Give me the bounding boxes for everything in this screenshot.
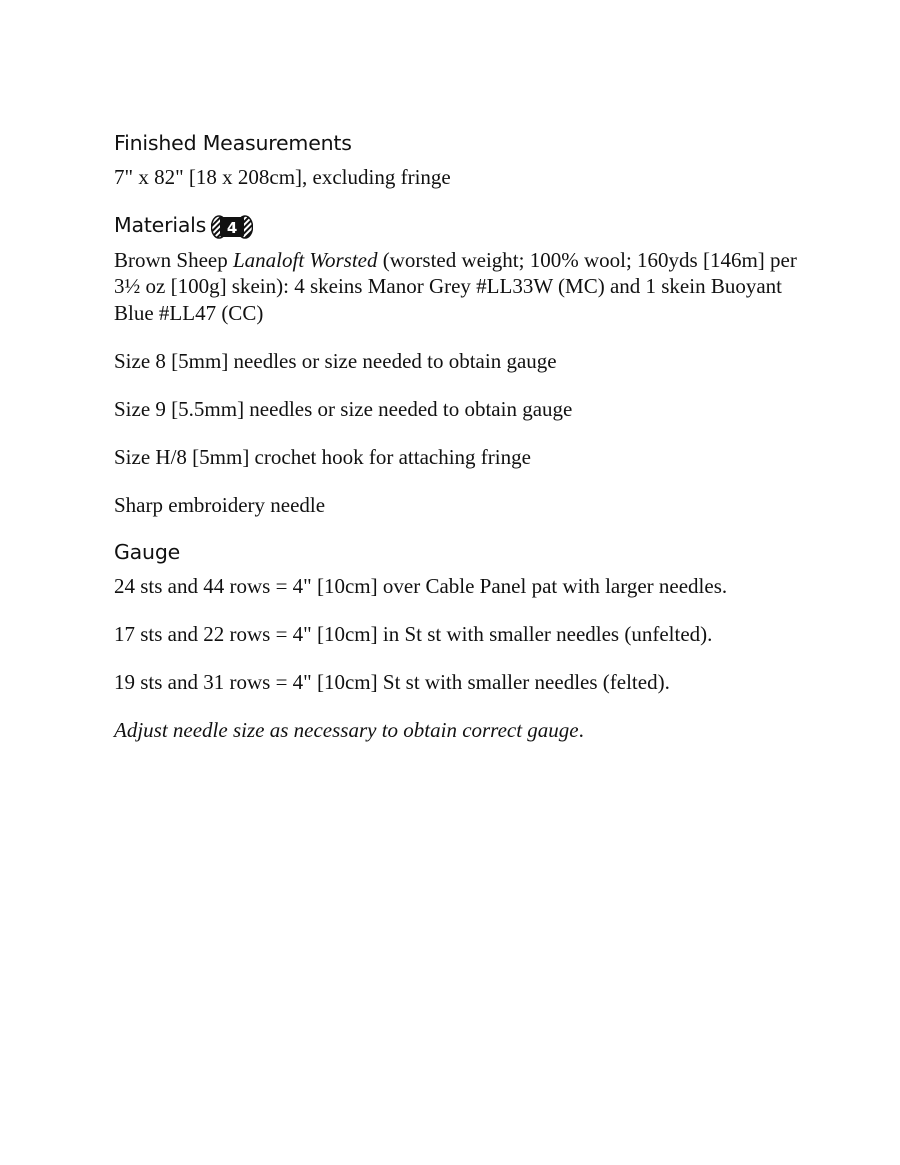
pattern-content xyxy=(114,128,814,744)
gauge-item: 24 sts and 44 rows = 4" [10cm] over Cable Panel pat with larger needles. xyxy=(114,574,728,598)
finished-measurements-text: 7" x 82" [18 x 208cm], excluding fringe xyxy=(114,165,451,189)
yarn-name: Lanaloft Worsted xyxy=(233,247,378,272)
gauge-heading: Gauge xyxy=(114,540,181,564)
finished-measurements-heading: Finished Measurements xyxy=(114,131,352,155)
materials-item: Size H/8 [5mm] crochet hook for attaching fringe xyxy=(114,444,531,469)
gauge-note-period: . xyxy=(578,718,584,742)
yarn-brand: Brown Sheep xyxy=(114,247,233,272)
gauge-note xyxy=(114,717,814,744)
gauge-item: 17 sts and 22 rows = 4" [10cm] in St st with smaller needles (unfelted). xyxy=(114,622,713,646)
materials-heading xyxy=(114,210,814,240)
yarn-weight-icon xyxy=(211,214,253,240)
materials-item: Size 9 [5.5mm] needles or size needed to obtain gauge xyxy=(114,396,573,421)
yarn-details: (worsted weight; 100% wool; 160yds [146m] per 3½ oz [100g] skein): 4 skeins Manor Grey #LL33W (MC) and 1 skein Buoyant Blue #LL47 (CC) xyxy=(114,247,797,325)
yarn-weight-number: 4 xyxy=(227,218,238,237)
gauge-note-text: Adjust needle size as necessary to obtain correct gauge xyxy=(114,718,579,742)
materials-item: Size 8 [5mm] needles or size needed to obtain gauge xyxy=(114,348,557,373)
gauge-item: 19 sts and 31 rows = 4" [10cm] St st with smaller needles (felted). xyxy=(114,670,670,694)
materials-heading-label: Materials xyxy=(114,212,207,237)
materials-item: Sharp embroidery needle xyxy=(114,492,326,517)
materials-yarn xyxy=(114,247,814,327)
